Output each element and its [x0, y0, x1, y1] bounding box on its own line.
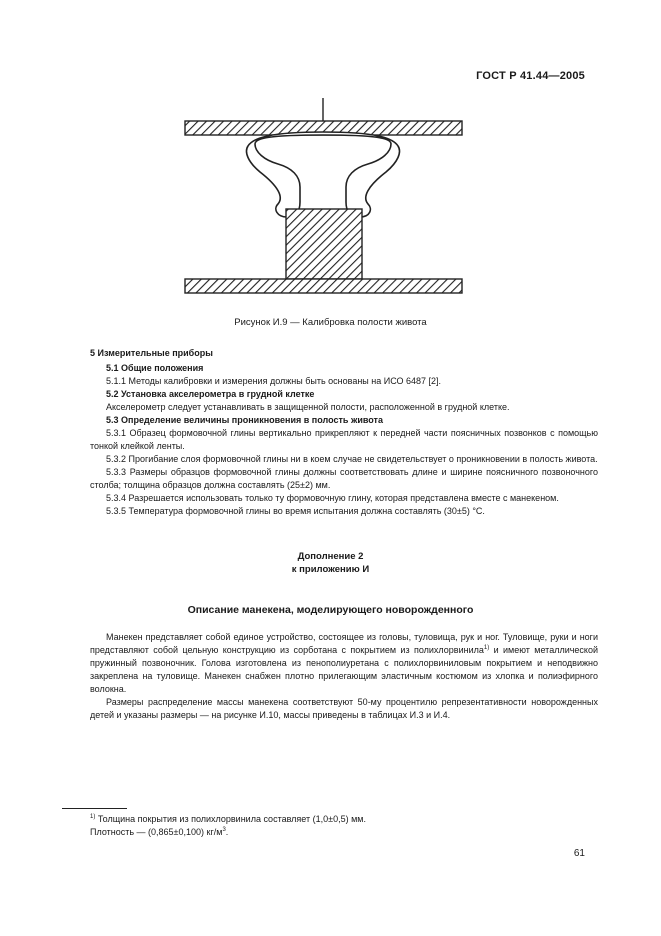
footnote-reference: 1) [483, 645, 490, 651]
description-p1-part2: и имеют металлической пружинный позвоночник. Голова изготовлена из пенополиуретана с полихлорвиниловым покрытием и неподвижно закреплена на туловище. Манекен снабжен плотно прилегающим эластичным костюмом из хлопка и полиэфирного волокна. [90, 645, 599, 694]
clay-block [286, 209, 362, 279]
abdomen-insert-outline [247, 132, 400, 217]
description-title: Описание манекена, моделирующего новорожденного [187, 604, 474, 616]
section-5-3-1: 5.3.1 Образец формовочной глины вертикально прикрепляют к передней части поясничных позвонков с помощью тонкой клейкой ленты. [90, 428, 598, 451]
density-suffix: . [225, 827, 229, 837]
footnote-density [90, 826, 366, 839]
figure-caption: Рисунок И.9 — Калибровка полости живота [234, 317, 427, 328]
section-5-2-text: Акселерометр следует устанавливать в защищенной полости, расположенной в грудной клетке. [106, 402, 510, 412]
bottom-plate [185, 279, 462, 293]
dummy-description [90, 631, 598, 722]
section-5-3-heading: 5.3 Определение величины проникновения в полость живота [106, 415, 383, 425]
density-text: Плотность — (0,865±0,100) кг/м [90, 827, 223, 837]
section-5-1-heading: 5.1 Общие положения [106, 363, 204, 373]
section-5-heading: 5 Измерительные приборы [90, 348, 213, 358]
section-5-1-1: 5.1.1 Методы калибровки и измерения должны быть основаны на ИСО 6487 [2]. [106, 376, 442, 386]
footnotes [90, 813, 366, 839]
description-paragraph-1 [90, 631, 598, 696]
density-unit-exponent: 3 [222, 827, 226, 833]
document-code-header: ГОСТ Р 41.44—2005 [476, 70, 585, 82]
footnote-separator [62, 808, 127, 809]
description-p1-part1: Манекен представляет собой единое устройство, состоящее из головы, туловища, рук и ног. Туловище, руки и ноги представляют собой цельную конструкцию из сорботана с покрытием из полихлорвинила [90, 632, 598, 655]
description-paragraph-2: Размеры распределение массы манекена соответствуют 50-му процентилю репрезентативности новорожденных детей и указаны размеры — на рисунке И.10, массы приведены в таблицах И.3 и И.4. [90, 697, 598, 720]
supplement-subtitle: к приложению И [291, 564, 370, 575]
abdomen-calibration-figure [180, 96, 470, 301]
section-5 [90, 347, 598, 518]
section-5-3-3: 5.3.3 Размеры образцов формовочной глины должны соответствовать длине и ширине поясничного позвоночного столба; толщина образцов должна составлять (25±2) мм. [90, 467, 598, 490]
page-number: 61 [573, 848, 585, 859]
footnote-1-text: Толщина покрытия из полихлорвинила составляет (1,0±0,5) мм. [95, 814, 366, 824]
supplement-title: Дополнение 2 [297, 551, 364, 562]
footnote-mark: 1) [90, 814, 96, 820]
calibration-diagram [180, 96, 470, 301]
section-5-2-heading: 5.2 Установка акселерометра в грудной клетке [106, 389, 315, 399]
footnote-1 [90, 813, 366, 826]
section-5-3-2: 5.3.2 Прогибание слоя формовочной глины ни в коем случае не свидетельствует о проникновении в полость живота. [106, 454, 598, 464]
section-5-3-4: 5.3.4 Разрешается использовать только ту формовочную глину, которая представлена вместе с манекеном. [106, 493, 559, 503]
section-5-3-5: 5.3.5 Температура формовочной глины во время испытания должна составлять (30±5) °С. [106, 506, 485, 516]
